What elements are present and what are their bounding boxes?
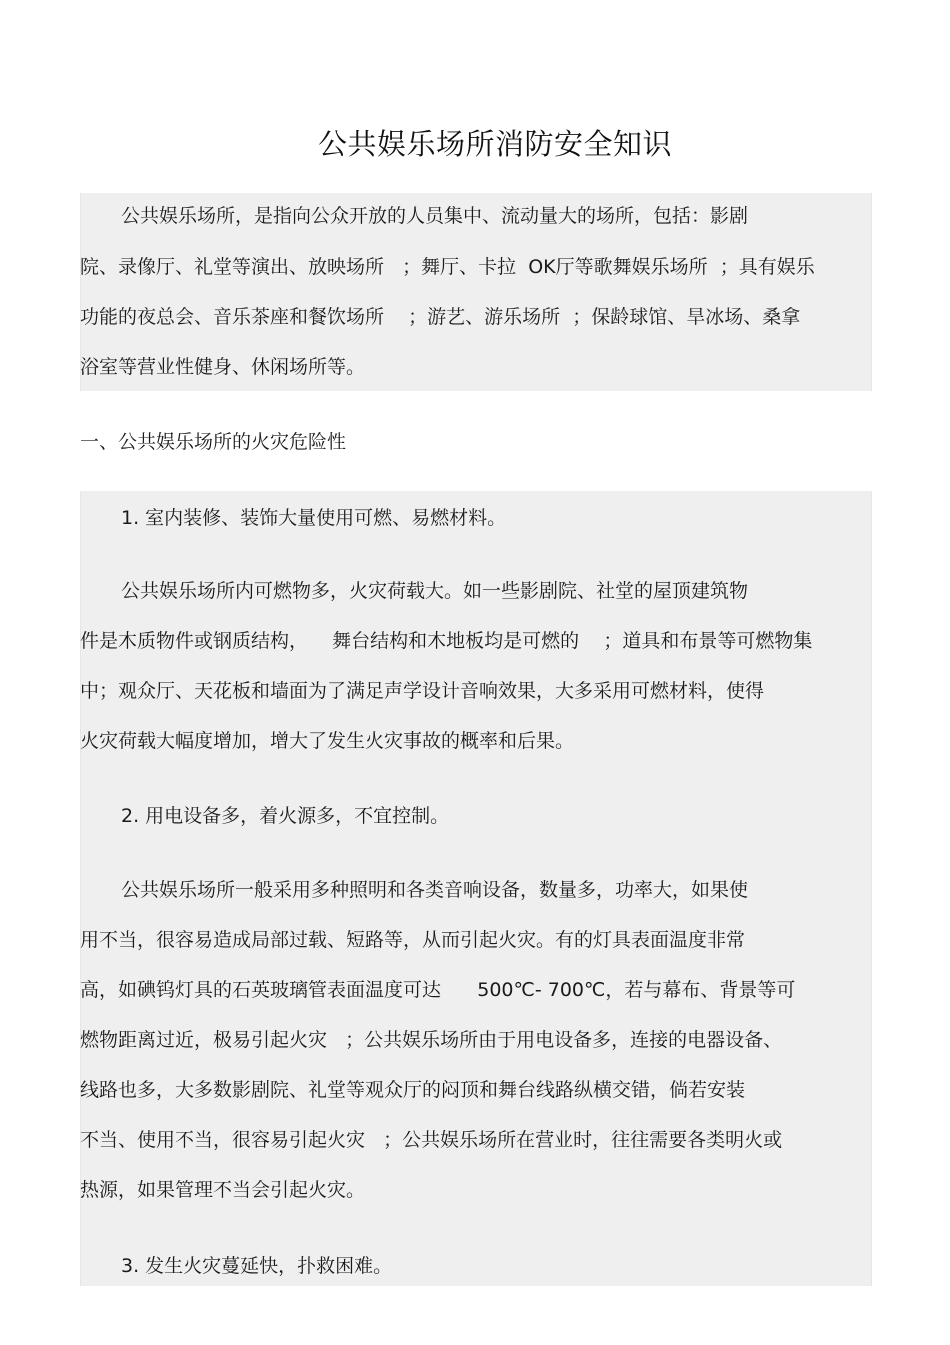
item2-line-7: 热源，如果管理不当会引起火灾。 [80, 1179, 366, 1201]
document-title: 公共娱乐场所消防安全知识 [317, 127, 672, 161]
item1-line-1: 公共娱乐场所内可燃物多，火灾荷载大。如一些影剧院、社堂的屋顶建筑物 [121, 580, 749, 602]
item2-line-2: 用不当，很容易造成局部过载、短路等，从而引起火灾。有的灯具表面温度非常 [80, 929, 746, 951]
intro-line-2: 院、录像厅、礼堂等演出、放映场所 ；舞厅、卡拉 OK厅等歌舞娱乐场所 ；具有娱乐 [80, 256, 815, 278]
item2-line-1: 公共娱乐场所一般采用多种照明和各类音响设备，数量多，功率大，如果使 [121, 879, 749, 901]
item2-title: 2. 用电设备多，着火源多，不宜控制。 [121, 805, 450, 827]
item3-title: 3. 发生火灾蔓延快，扑救困难。 [121, 1255, 393, 1277]
intro-line-3: 功能的夜总会、音乐茶座和餐饮场所 ；游艺、游乐场所 ；保龄球馆、旱冰场、桑拿 [80, 306, 801, 328]
item2-line-3: 高，如碘钨灯具的石英玻璃管表面温度可达 500℃- 700℃，若与幕布、背景等可 [80, 979, 796, 1001]
item2-line-5: 线路也多，大多数影剧院、礼堂等观众厅的闷顶和舞台线路纵横交错，倘若安装 [80, 1079, 746, 1101]
item1-title: 1. 室内装修、装饰大量使用可燃、易燃材料。 [121, 507, 507, 529]
section-heading: 一、公共娱乐场所的火灾危险性 [80, 431, 347, 453]
intro-line-4: 浴室等营业性健身、休闲场所等。 [80, 356, 366, 378]
item1-line-2: 件是木质物件或钢质结构， 舞台结构和木地板均是可燃的 ；道具和布景等可燃物集 [80, 630, 813, 652]
item1-line-4: 火灾荷载大幅度增加，增大了发生火灾事故的概率和后果。 [80, 730, 575, 752]
item2-line-6: 不当、使用不当，很容易引起火灾 ；公共娱乐场所在营业时，往往需要各类明火或 [80, 1129, 783, 1151]
item2-line-4: 燃物距离过近，极易引起火灾 ；公共娱乐场所由于用电设备多，连接的电器设备、 [80, 1029, 783, 1051]
intro-line-1: 公共娱乐场所，是指向公众开放的人员集中、流动量大的场所，包括：影剧 [121, 205, 749, 227]
item1-line-3: 中；观众厅、天花板和墙面为了满足声学设计音响效果，大多采用可燃材料，使得 [80, 680, 765, 702]
